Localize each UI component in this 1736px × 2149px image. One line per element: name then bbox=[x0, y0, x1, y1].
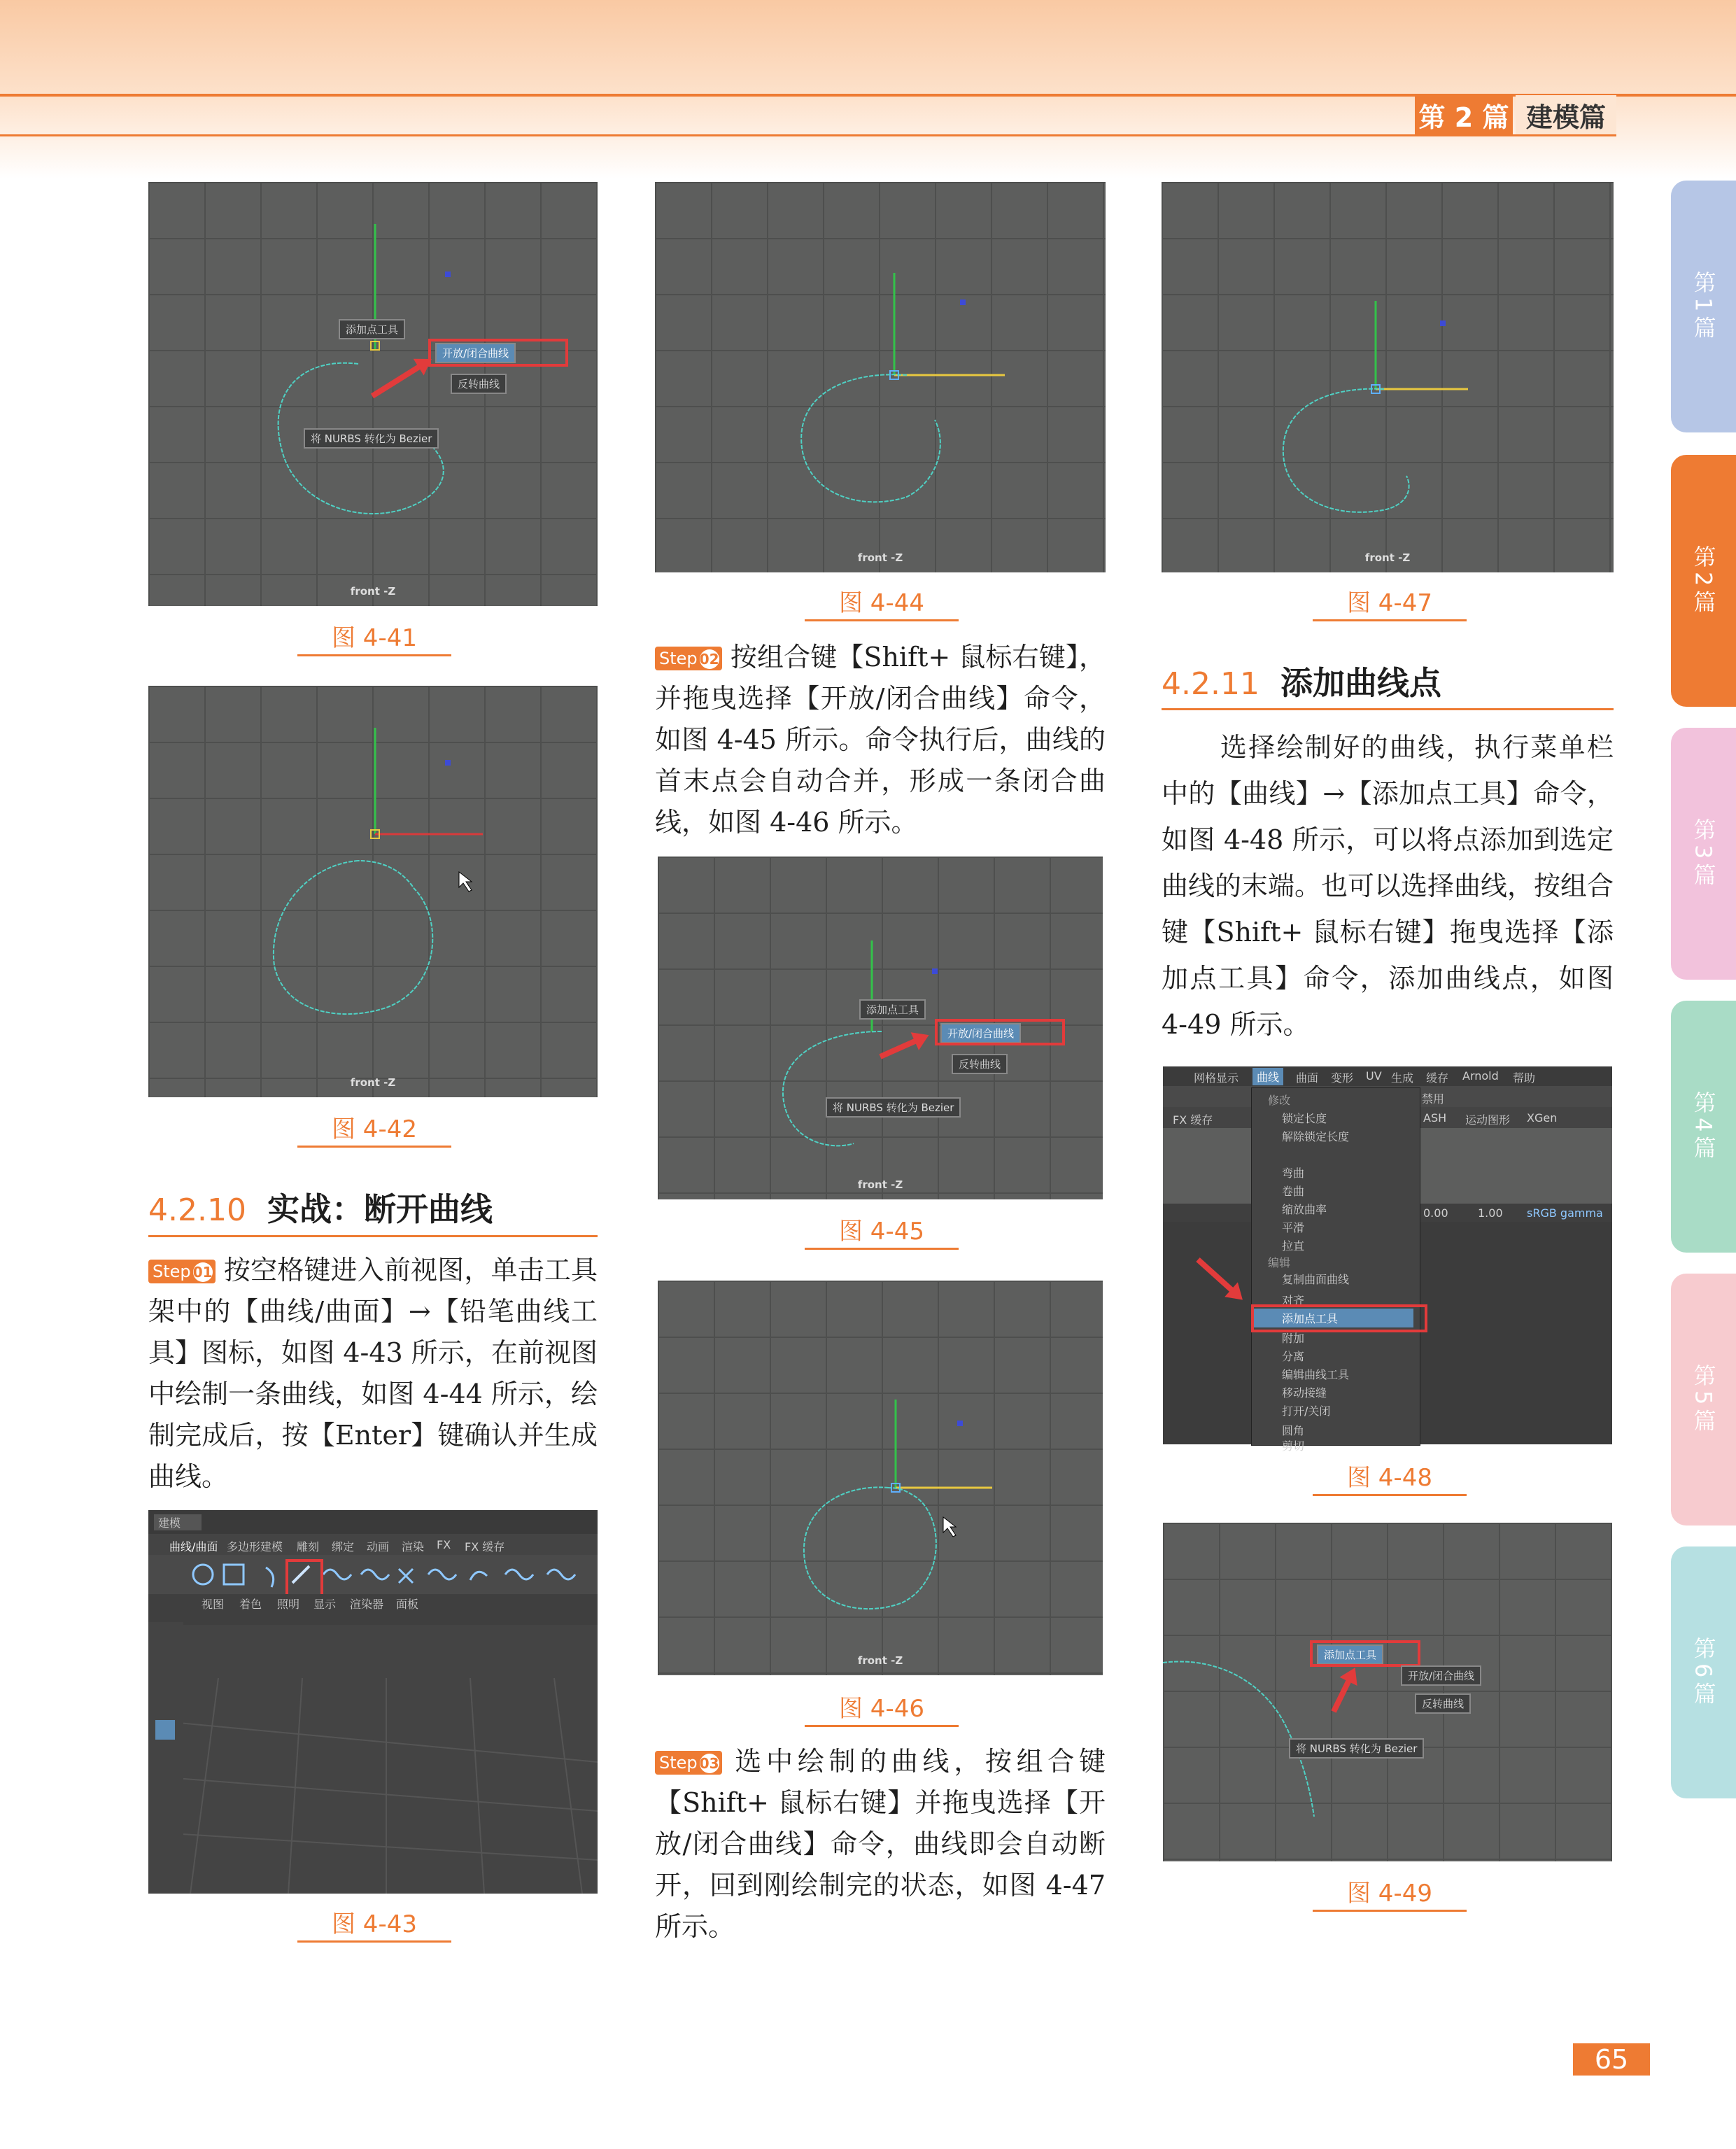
menu-item-edit-curve-tool[interactable]: 编辑曲线工具 bbox=[1282, 1368, 1350, 1381]
part-label: 第 2 篇 bbox=[1415, 95, 1513, 134]
panel-menu-view[interactable]: 视图 bbox=[202, 1598, 225, 1611]
part-name: 建模篇 bbox=[1516, 95, 1616, 134]
header-rule-bottom bbox=[0, 134, 1616, 136]
side-tab-part-1[interactable] bbox=[1671, 181, 1736, 432]
context-menu-nurbs-bezier[interactable]: 将 NURBS 转化为 Bezier bbox=[1289, 1738, 1424, 1759]
menu-item-straighten[interactable]: 拉直 bbox=[1282, 1239, 1305, 1253]
menu-section-modify: 修改 bbox=[1268, 1094, 1291, 1107]
context-menu-reverse[interactable]: 反转曲线 bbox=[1415, 1693, 1471, 1714]
highlight-box bbox=[935, 1019, 1065, 1045]
section-title: 添加曲线点 bbox=[1280, 664, 1441, 702]
section-number: 4.2.11 bbox=[1162, 666, 1259, 702]
side-tab-part-5[interactable] bbox=[1671, 1274, 1736, 1526]
step-badge bbox=[655, 1751, 722, 1775]
step-badge-label: Step bbox=[153, 1262, 191, 1281]
page-header bbox=[0, 0, 1736, 178]
caption-4-43: 图 4-43 bbox=[332, 1910, 417, 1938]
viewport-graphics bbox=[148, 686, 598, 1097]
caption-rule bbox=[805, 1248, 959, 1250]
menu-item-smooth[interactable]: 平滑 bbox=[1282, 1221, 1305, 1234]
step-number: 01 bbox=[192, 1264, 213, 1281]
menu-item-detach[interactable]: 分离 bbox=[1282, 1350, 1305, 1363]
select-tool-icon[interactable] bbox=[155, 1720, 175, 1740]
menu-generate[interactable]: 生成 bbox=[1391, 1071, 1414, 1085]
figure-4-46-image bbox=[658, 1281, 1103, 1675]
menu-item-lock-length[interactable]: 锁定长度 bbox=[1282, 1112, 1327, 1125]
menu-curves[interactable]: 曲线 bbox=[1252, 1068, 1283, 1085]
menu-section-edit: 编辑 bbox=[1268, 1256, 1291, 1269]
side-tab-part-4[interactable] bbox=[1671, 1001, 1736, 1253]
context-menu-open-close[interactable]: 开放/闭合曲线 bbox=[1401, 1665, 1481, 1686]
caption-4-45: 图 4-45 bbox=[839, 1218, 924, 1246]
shelf-tab-ash[interactable]: ASH bbox=[1423, 1111, 1447, 1125]
menu-item-fillet[interactable]: 圆角 bbox=[1282, 1424, 1305, 1437]
step-01-paragraph bbox=[148, 1250, 598, 1498]
menu-item-align[interactable]: 对齐 bbox=[1282, 1294, 1305, 1307]
caption-rule bbox=[1313, 1494, 1467, 1496]
caption-4-46: 图 4-46 bbox=[839, 1695, 924, 1723]
viewport-graphics bbox=[1162, 182, 1614, 572]
shelf-tab-motion-graphics[interactable]: 运动图形 bbox=[1465, 1113, 1511, 1127]
context-menu-reverse[interactable]: 反转曲线 bbox=[451, 374, 507, 394]
viewport-graphics bbox=[655, 182, 1106, 572]
shelf-tab-fx[interactable]: FX bbox=[437, 1538, 451, 1551]
side-tab-part-3[interactable] bbox=[1671, 728, 1736, 980]
side-tab-label: 第2篇 bbox=[1690, 544, 1717, 617]
figure-4-43-image bbox=[148, 1510, 598, 1894]
viewport-label: front -Z bbox=[350, 585, 396, 598]
step-badge bbox=[148, 1260, 216, 1283]
side-tab-label: 第4篇 bbox=[1690, 1090, 1717, 1163]
caption-4-42: 图 4-42 bbox=[332, 1115, 417, 1143]
figure-4-44-image bbox=[655, 182, 1106, 572]
caption-rule bbox=[1313, 1910, 1467, 1912]
caption-4-49: 图 4-49 bbox=[1347, 1880, 1432, 1908]
figure-4-47-image bbox=[1162, 182, 1614, 572]
step-number: 02 bbox=[699, 651, 719, 668]
caption-rule bbox=[297, 1940, 451, 1943]
caption-rule bbox=[805, 1725, 959, 1727]
menu-deform[interactable]: 变形 bbox=[1331, 1071, 1354, 1085]
context-menu-open-close[interactable]: 开放/闭合曲线 bbox=[435, 343, 516, 363]
section-heading-4-2-10 bbox=[148, 1184, 493, 1230]
shelf-curve-icons bbox=[148, 1510, 598, 1894]
section-4-2-11-body: 选择绘制好的曲线，执行菜单栏中的【曲线】→【添加点工具】命令，如图 4-48 所示，可以将点添加到选定曲线的末端。也可以选择曲线，按组合键【Shift+ 鼠标右键】拖曳选择【添加点工具】命令，添加曲线点，如图 4-49 所示。 bbox=[1162, 732, 1614, 1040]
step-number: 03 bbox=[699, 1755, 719, 1772]
viewport-graphics bbox=[1163, 1523, 1612, 1861]
page-number: 65 bbox=[1573, 2043, 1650, 2076]
side-tab-label: 第5篇 bbox=[1690, 1363, 1717, 1436]
status-disabled: 禁用 bbox=[1422, 1092, 1445, 1106]
highlight-box bbox=[1251, 1304, 1427, 1332]
mode-dropdown[interactable]: 建模 bbox=[154, 1514, 202, 1530]
context-menu-add-point[interactable]: 添加点工具 bbox=[339, 319, 405, 339]
panel-menu-lighting[interactable]: 照明 bbox=[277, 1598, 300, 1611]
caption-rule bbox=[297, 1146, 451, 1148]
section-rule bbox=[148, 1235, 598, 1237]
context-menu-add-point[interactable]: 添加点工具 bbox=[1317, 1644, 1383, 1665]
section-title: 实战：断开曲线 bbox=[267, 1190, 493, 1228]
menu-cache[interactable]: 缓存 bbox=[1426, 1071, 1449, 1085]
shelf-tab-sculpt[interactable]: 雕刻 bbox=[297, 1540, 320, 1553]
shelf-tab-fx-cache[interactable]: FX 缓存 bbox=[465, 1540, 505, 1553]
section-number: 4.2.10 bbox=[148, 1192, 246, 1228]
side-tab-label: 第3篇 bbox=[1690, 817, 1717, 890]
panel-menu-renderer[interactable]: 渲染器 bbox=[350, 1598, 384, 1611]
step-01-text: 按空格键进入前视图，单击工具架中的【曲线/曲面】→【铅笔曲线工具】图标，如图 4-43 所示，在前视图中绘制一条曲线，如图 4-44 所示，绘制完成后，按【Enter】键确认并生成曲线。 bbox=[148, 1255, 598, 1492]
section-rule bbox=[1162, 708, 1614, 710]
viewport-graphics bbox=[658, 1281, 1103, 1675]
figure-4-45-image bbox=[658, 857, 1103, 1199]
side-tab-part-6[interactable] bbox=[1671, 1546, 1736, 1798]
figure-4-49-image bbox=[1163, 1523, 1612, 1861]
side-tab-part-2[interactable] bbox=[1671, 455, 1736, 707]
context-menu-add-point[interactable]: 添加点工具 bbox=[859, 999, 926, 1020]
caption-4-48: 图 4-48 bbox=[1347, 1464, 1432, 1492]
menu-help[interactable]: 帮助 bbox=[1513, 1071, 1536, 1085]
step-03-text: 选中绘制的曲线，按组合键【Shift+ 鼠标右键】并拖曳选择【开放/闭合曲线】命令，曲线即会自动断开，回到刚绘制完的状态，如图 4-47 所示。 bbox=[655, 1746, 1106, 1942]
menu-surfaces[interactable]: 曲面 bbox=[1296, 1071, 1319, 1085]
caption-rule bbox=[1313, 619, 1467, 621]
caption-4-41: 图 4-41 bbox=[332, 624, 417, 652]
menu-item-cut[interactable]: 剪切 bbox=[1282, 1439, 1305, 1453]
caption-4-47: 图 4-47 bbox=[1347, 589, 1432, 617]
exposure-value[interactable]: 0.00 bbox=[1423, 1206, 1448, 1220]
section-heading-4-2-11 bbox=[1162, 658, 1441, 704]
caption-4-44: 图 4-44 bbox=[839, 589, 924, 617]
caption-rule bbox=[805, 619, 959, 621]
step-badge-label: Step bbox=[659, 649, 698, 668]
menu-item-attach[interactable]: 附加 bbox=[1282, 1332, 1305, 1345]
shelf-tab-rig[interactable]: 绑定 bbox=[332, 1540, 355, 1553]
context-menu-nurbs-bezier[interactable]: 将 NURBS 转化为 Bezier bbox=[826, 1097, 961, 1118]
shelf-tab-render[interactable]: 渲染 bbox=[402, 1540, 425, 1553]
step-03-paragraph bbox=[655, 1741, 1106, 1947]
figure-4-42-image bbox=[148, 686, 598, 1097]
color-space-label[interactable]: sRGB gamma bbox=[1527, 1206, 1603, 1220]
gamma-value[interactable]: 1.00 bbox=[1478, 1206, 1503, 1220]
side-tab-label: 第1篇 bbox=[1690, 270, 1717, 343]
highlight-box bbox=[428, 339, 568, 367]
panel-menu-show[interactable]: 显示 bbox=[313, 1598, 337, 1611]
caption-rule bbox=[297, 654, 451, 656]
viewport-label: front -Z bbox=[857, 551, 903, 564]
viewport-label: front -Z bbox=[857, 1178, 903, 1191]
shelf-tab-curves[interactable]: 曲线/曲面 bbox=[169, 1540, 218, 1553]
shelf-tab-xgen[interactable]: XGen bbox=[1527, 1111, 1558, 1125]
viewport-label: front -Z bbox=[350, 1076, 396, 1089]
menu-item-open-close[interactable]: 打开/关闭 bbox=[1282, 1404, 1331, 1418]
shelf-tab-anim[interactable]: 动画 bbox=[367, 1540, 390, 1553]
step-badge-label: Step bbox=[659, 1753, 698, 1773]
step-02-paragraph bbox=[655, 637, 1106, 843]
menu-arnold[interactable]: Arnold bbox=[1462, 1069, 1499, 1083]
shelf-tab-poly[interactable]: 多边形建模 bbox=[227, 1540, 283, 1553]
viewport-label: front -Z bbox=[1364, 551, 1411, 564]
pencil-tool-highlight bbox=[285, 1559, 323, 1597]
context-menu-nurbs-bezier[interactable]: 将 NURBS 转化为 Bezier bbox=[304, 428, 439, 449]
step-badge bbox=[655, 647, 722, 670]
context-menu-reverse[interactable]: 反转曲线 bbox=[952, 1054, 1008, 1074]
panel-menu-shading[interactable]: 着色 bbox=[239, 1598, 262, 1611]
panel-menu-panels[interactable]: 面板 bbox=[396, 1598, 419, 1611]
viewport-label: front -Z bbox=[857, 1654, 903, 1667]
menu-item-scale-curvature[interactable]: 缩放曲率 bbox=[1282, 1203, 1327, 1216]
menu-item-unlock-length[interactable]: 解除锁定长度 bbox=[1282, 1130, 1350, 1143]
menu-uv[interactable]: UV bbox=[1366, 1069, 1382, 1083]
shelf-tab-fx-cache[interactable]: FX 缓存 bbox=[1173, 1113, 1213, 1127]
menu-item-curl[interactable]: 卷曲 bbox=[1282, 1185, 1305, 1198]
figure-4-48-image bbox=[1163, 1066, 1612, 1453]
menu-item-move-seam[interactable]: 移动接缝 bbox=[1282, 1386, 1327, 1400]
menu-item-duplicate-surface-curves[interactable]: 复制曲面曲线 bbox=[1282, 1273, 1350, 1286]
tool-box bbox=[148, 1622, 183, 1894]
side-tab-label: 第6篇 bbox=[1690, 1636, 1717, 1709]
menu-item-bend[interactable]: 弯曲 bbox=[1282, 1167, 1305, 1180]
highlight-box bbox=[1310, 1640, 1420, 1667]
step-02-text: 按组合键【Shift+ 鼠标右键】，并拖曳选择【开放/闭合曲线】命令，如图 4-45 所示。命令执行后，曲线的首末点会自动合并，形成一条闭合曲线，如图 4-46 所示。 bbox=[655, 642, 1106, 838]
menu-item-add-point-tool[interactable]: 添加点工具 bbox=[1254, 1309, 1413, 1327]
context-menu-open-close[interactable]: 开放/闭合曲线 bbox=[940, 1023, 1021, 1043]
menu-mesh-display[interactable]: 网格显示 bbox=[1194, 1071, 1239, 1085]
figure-4-41-image bbox=[148, 182, 598, 606]
